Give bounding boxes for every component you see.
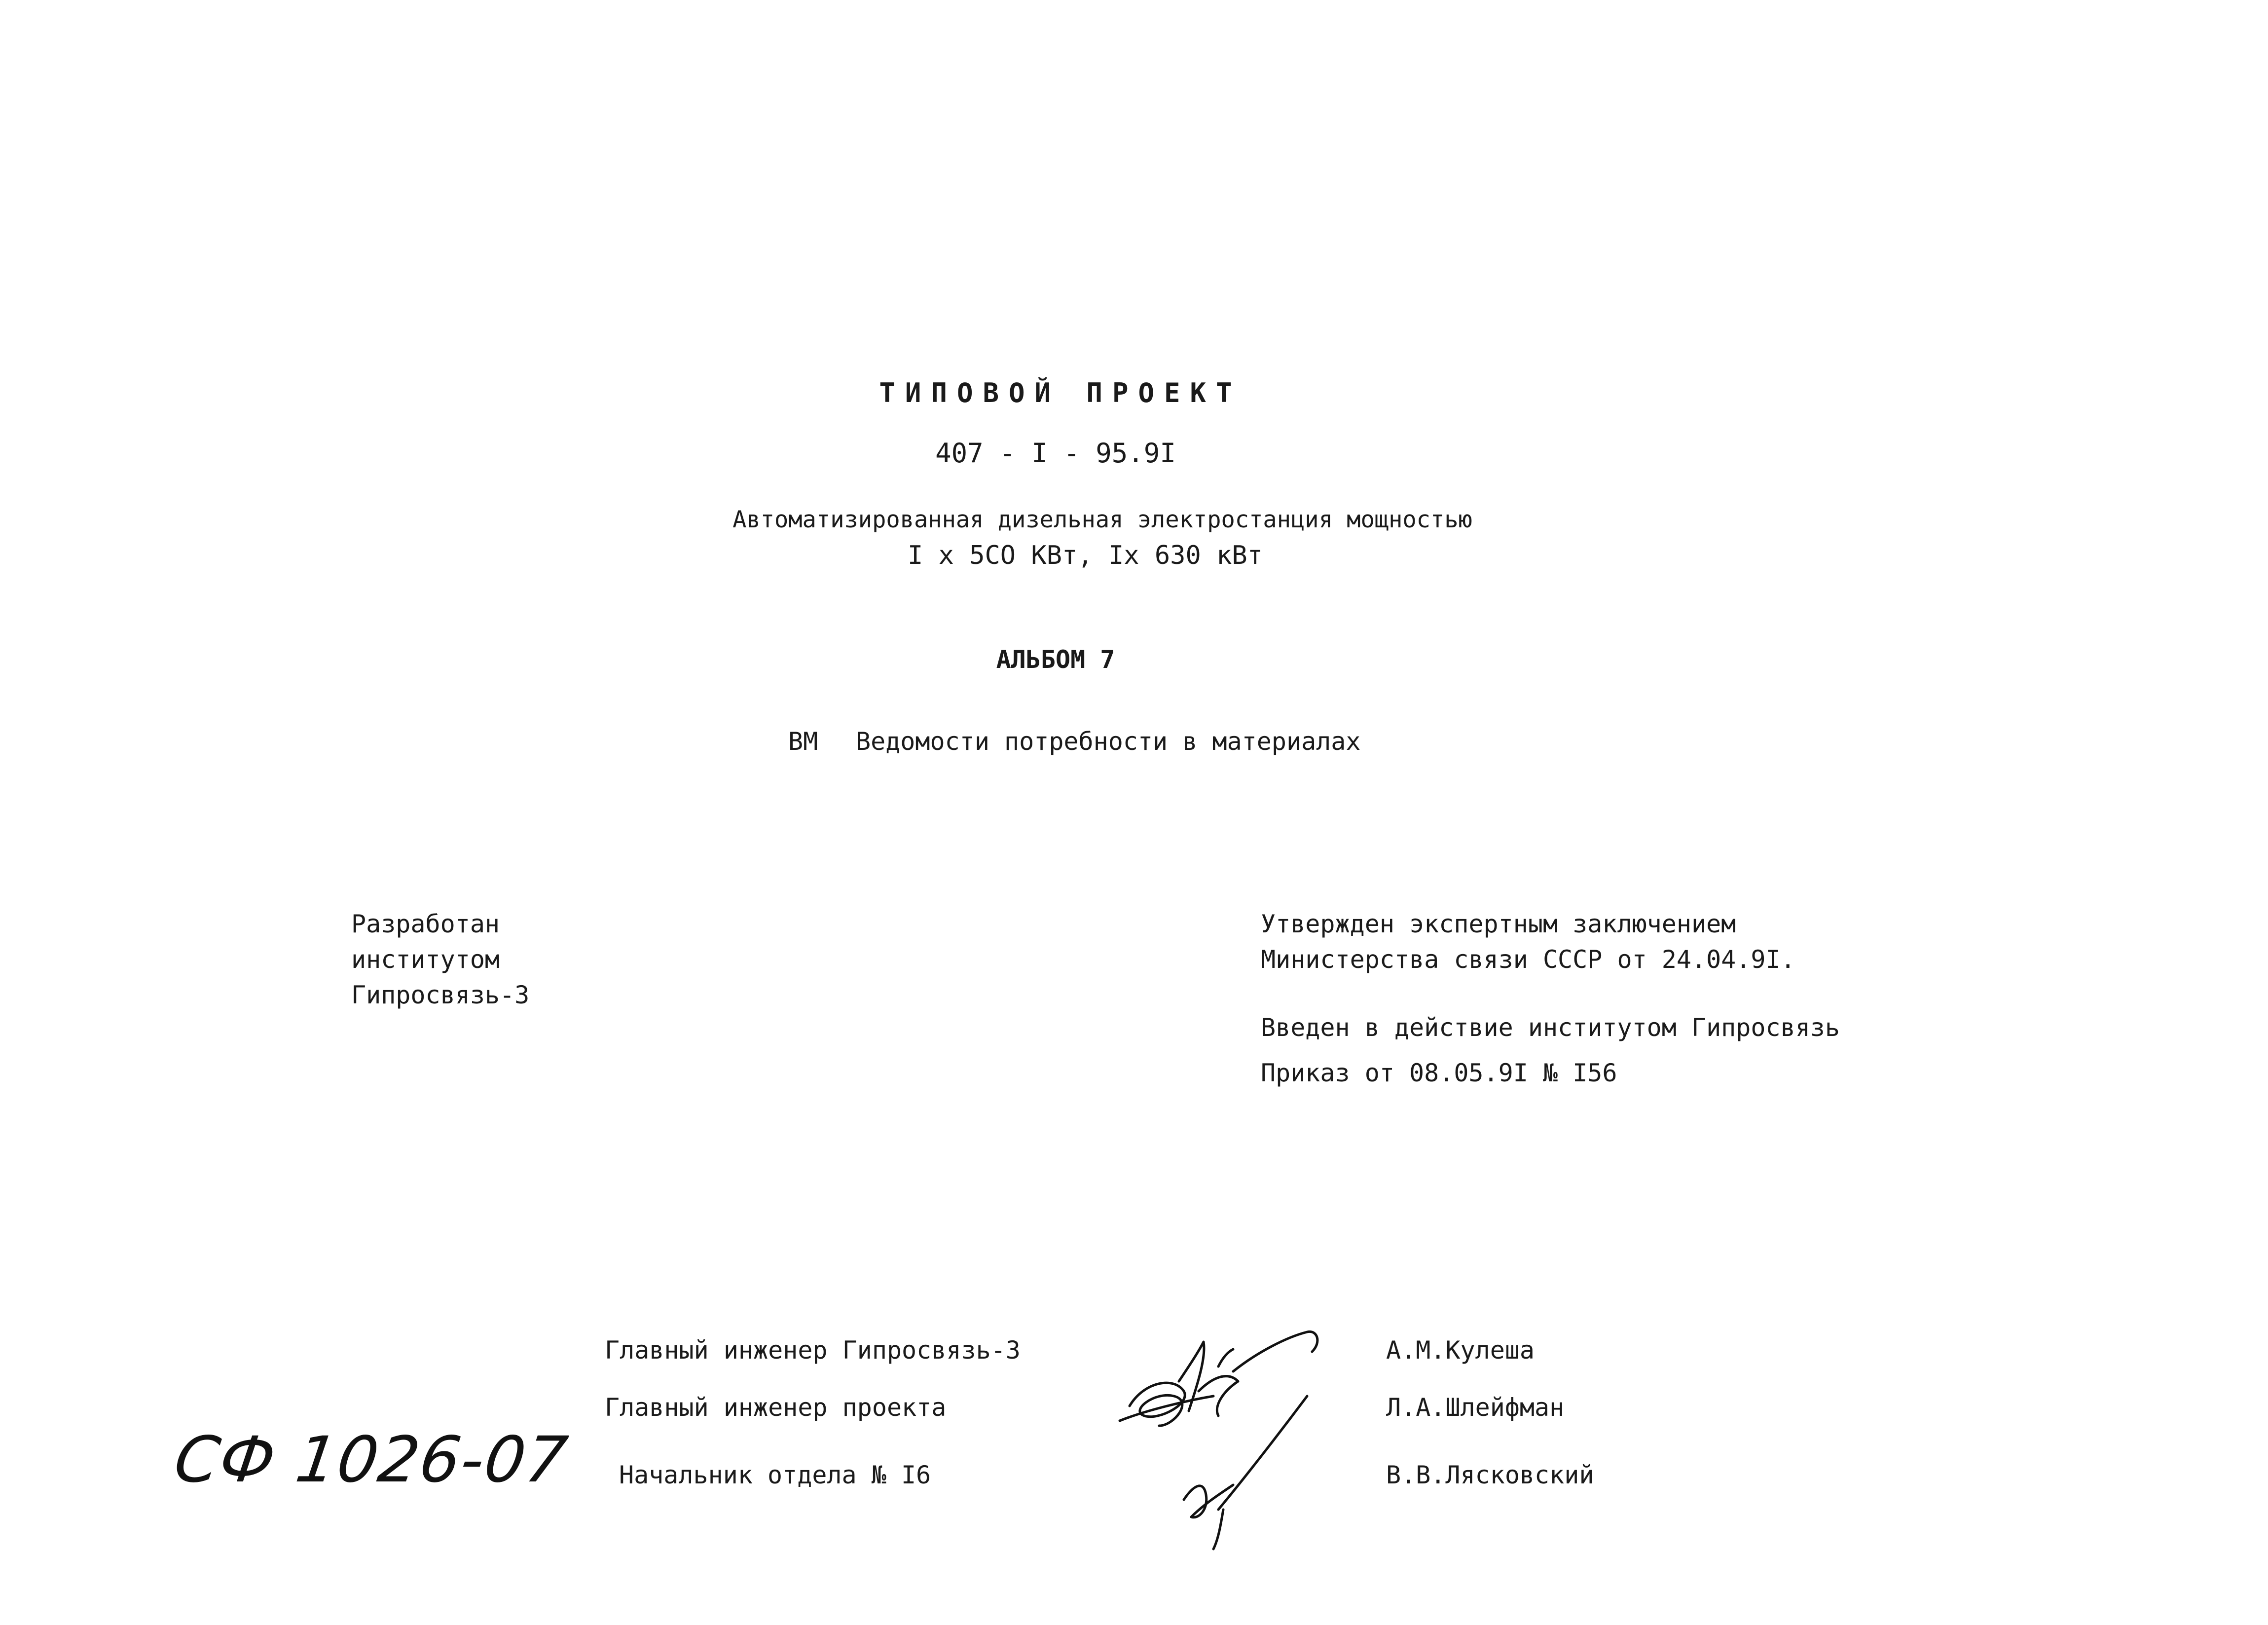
signatory-name-kulesha: А.М.Кулеша (1386, 1336, 1535, 1365)
signatory-name-shleifman: Л.А.Шлейфман (1386, 1393, 1565, 1422)
signature-handwritten (1100, 1322, 1356, 1559)
signatory-role-chief-engineer: Главный инженер Гипросвязь-3 (605, 1336, 1021, 1365)
project-number: 407 - I - 95.9I (935, 438, 1176, 469)
signatory-role-department-head: Начальник отдела № I6 (619, 1461, 931, 1489)
project-description-line1: Автоматизированная дизельная электростанция мощностью (732, 506, 1472, 533)
document-stamp-code: СФ 1026-07 (170, 1423, 573, 1497)
signatory-role-project-engineer: Главный инженер проекта (605, 1393, 947, 1422)
developer-line3: Гипросвязь-3 (351, 981, 530, 1009)
approval-line1: Утвержден экспертным заключением (1261, 910, 1736, 938)
document-title: ТИПОВОЙ ПРОЕКТ (879, 377, 1242, 408)
project-description-line2: I x 5CO КВт, Ix 630 кВт (907, 541, 1263, 570)
signatory-name-lyaskovsky: В.В.Лясковский (1386, 1461, 1594, 1489)
approval-line4: Приказ от 08.05.9I № I56 (1261, 1059, 1617, 1087)
developer-line1: Разработан (351, 910, 500, 938)
developer-line2: институтом (351, 945, 500, 974)
album-code: ВМ (788, 727, 818, 756)
approval-line2: Министерства связи СССР от 24.04.9I. (1261, 945, 1795, 974)
approval-line3: Введен в действие институтом Гипросвязь (1261, 1013, 1840, 1042)
album-number: АЛЬБОМ 7 (996, 645, 1115, 674)
album-name: Ведомости потребности в материалах (856, 727, 1361, 756)
